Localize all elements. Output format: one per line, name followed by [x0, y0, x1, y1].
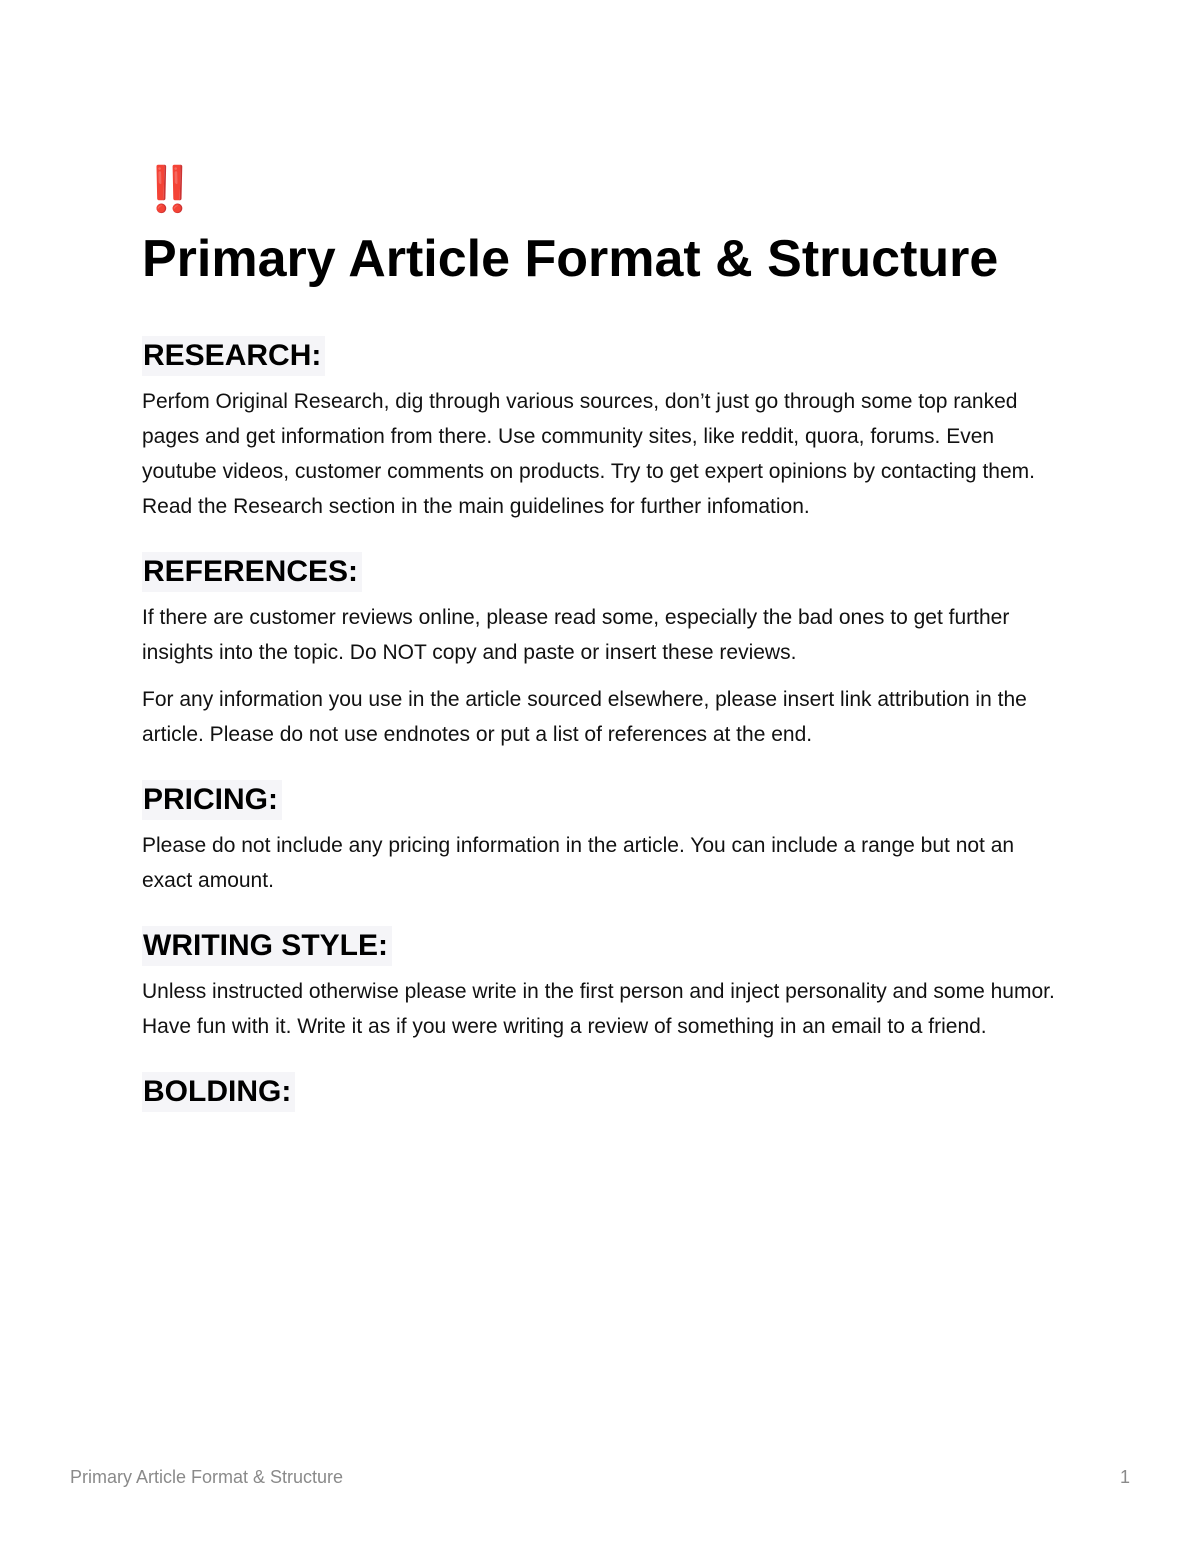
section-heading: RESEARCH:	[142, 336, 325, 376]
page-title: Primary Article Format & Structure	[142, 230, 999, 288]
page-number: 1	[1119, 1467, 1130, 1487]
section-paragraph: Unless instructed otherwise please write in the first person and inject personality and some humor. Have fun with it. Write it as if you were writing a review of something in an email to a friend.	[142, 980, 1055, 1038]
section-heading: WRITING STYLE:	[142, 926, 392, 966]
section-research	[142, 336, 1062, 524]
document-body	[142, 160, 1062, 1148]
footer-title: Primary Article Format & Structure	[70, 1467, 344, 1487]
double-exclamation-icon: ‼️	[142, 165, 197, 214]
section-heading: PRICING:	[142, 780, 282, 820]
section-writing-style	[142, 926, 1062, 1044]
section-paragraph: For any information you use in the article sourced elsewhere, please insert link attribution in the article. Please do not use endnotes or put a list of references at the end.	[142, 688, 1027, 746]
section-paragraph: If there are customer reviews online, please read some, especially the bad ones to get further insights into the topic. Do NOT copy and paste or insert these reviews.	[142, 606, 1010, 664]
page-footer	[70, 1463, 1130, 1491]
section-paragraph: Please do not include any pricing information in the article. You can include a range but not an exact amount.	[142, 834, 1015, 892]
section-references	[142, 552, 1062, 752]
section-bolding	[142, 1072, 1062, 1120]
section-pricing	[142, 780, 1062, 898]
section-paragraph: Perfom Original Research, dig through various sources, don’t just go through some top ranked pages and get information from there. Use community sites, like reddit, quora, forums. Even youtube videos, customer comments on products. Try to get expert opinions by contacting them. Read the Research section in the main guidelines for further infomation.	[142, 390, 1035, 518]
section-heading: BOLDING:	[142, 1072, 295, 1112]
section-heading: REFERENCES:	[142, 552, 362, 592]
